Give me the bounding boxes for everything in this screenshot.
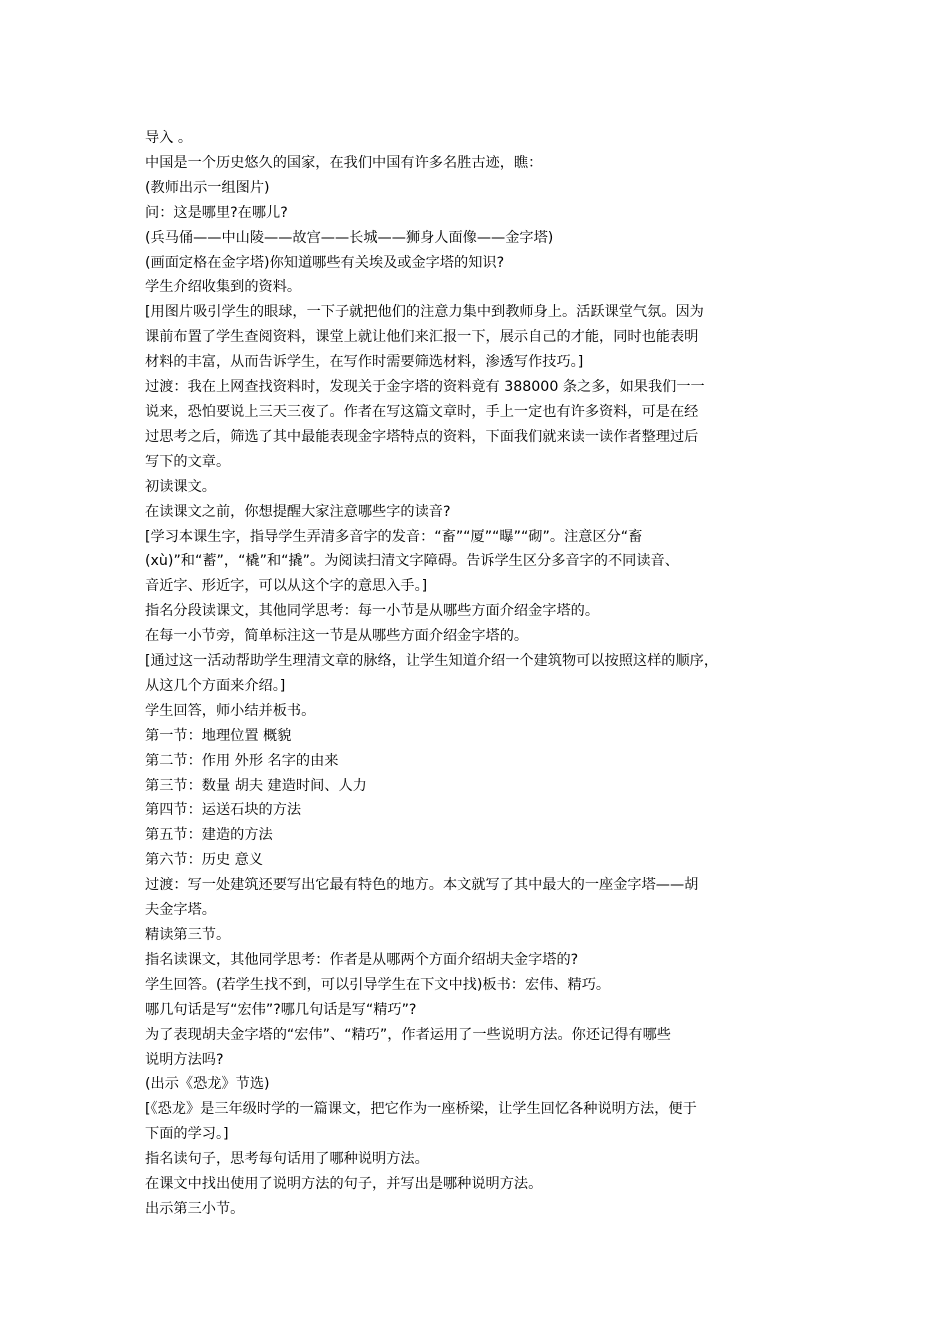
text-line: 问：这是哪里?在哪儿? (145, 204, 288, 221)
text-line: 学生介绍收集到的资料。 (145, 279, 302, 296)
text-line: 精读第三节。 (145, 927, 231, 943)
text-line: 课前布置了学生查阅资料，课堂上就让他们来汇报一下，展示自己的才能，同时也能表明 (145, 329, 699, 346)
text-line: 材料的丰富，从而告诉学生，在写作时需要筛选材料，渗透写作技巧。] (145, 354, 584, 371)
text-line: 中国是一个历史悠久的国家，在我们中国有许多名胜古迹，瞧： (145, 154, 543, 171)
document-body (145, 126, 810, 1222)
text-line: (兵马俑——中山陵——故宫——长城——狮身人面像——金字塔) (145, 229, 554, 246)
text-line: 第五节：建造的方法 (145, 827, 273, 844)
text-line: 第一节：地理位置 概貌 (145, 727, 292, 744)
text-line: 出示第三小节。 (145, 1200, 245, 1217)
text-line: 音近字、形近字，可以从这个字的意思入手。] (145, 578, 428, 595)
text-line: 说来，恐怕要说上三天三夜了。作者在写这篇文章时，手上一定也有许多资料，可是在经 (145, 403, 699, 420)
text-line: 第三节：数量 胡夫 建造时间、人力 (145, 777, 367, 794)
text-line: 夫金字塔。 (145, 902, 216, 919)
text-line: 第四节：运送石块的方法 (145, 802, 302, 819)
text-line: 说明方法吗? (145, 1051, 224, 1068)
text-line: 第二节：作用 外形 名字的由来 (145, 752, 339, 769)
text-line: 第六节：历史 意义 (145, 852, 264, 869)
text-line: (教师出示一组图片) (145, 179, 270, 196)
text-line: [《恐龙》是三年级时学的一篇课文，把它作为一座桥梁，让学生回忆各种说明方法，便于 (145, 1101, 697, 1118)
text-line: 指名读句子，思考每句话用了哪种说明方法。 (145, 1151, 429, 1168)
text-line: 为了表现胡夫金字塔的“宏伟”、“精巧”，作者运用了一些说明方法。你还记得有哪些 (145, 1026, 671, 1043)
text-line: (画面定格在金字塔)你知道哪些有关埃及或金字塔的知识? (145, 254, 505, 271)
text-line: 哪几句话是写“宏伟”?哪几句话是写“精巧”? (145, 1001, 417, 1018)
text-line: 指名读课文，其他同学思考：作者是从哪两个方面介绍胡夫金字塔的? (145, 951, 579, 968)
text-line: 在读课文之前，你想提醒大家注意哪些字的读音? (145, 503, 451, 520)
text-line: 学生回答。(若学生找不到，可以引导学生在下文中找)板书：宏伟、精巧。 (145, 976, 611, 993)
text-line: 在课文中找出使用了说明方法的句子，并写出是哪种说明方法。 (145, 1176, 543, 1193)
text-line: 导入 。 (145, 130, 193, 146)
text-line: (出示《恐龙》节选) (145, 1076, 270, 1093)
text-line: 写下的文章。 (145, 453, 231, 470)
text-line: 过思考之后，筛选了其中最能表现金字塔特点的资料，下面我们就来读一读作者整理过后 (145, 428, 699, 445)
text-line: 学生回答，师小结并板书。 (145, 702, 316, 719)
text-line: 过渡：我在上网查找资料时，发现关于金字塔的资料竟有 388000 条之多，如果我们一一 (145, 379, 705, 396)
text-line: 过渡：写一处建筑还要写出它最有特色的地方。本文就写了其中最大的一座金字塔——胡 (145, 877, 699, 894)
text-line: 从这几个方面来介绍。] (145, 677, 286, 694)
text-line: 初读课文。 (145, 478, 216, 495)
text-line: 下面的学习。] (145, 1126, 229, 1143)
text-line: [学习本课生字，指导学生弄清多音字的发音：“畜”“厦”“曝”“砌”。注意区分“畜 (145, 528, 643, 545)
text-line: [用图片吸引学生的眼球，一下子就把他们的注意力集中到教师身上。活跃课堂气氛。因为 (145, 304, 704, 321)
text-line: 指名分段读课文，其他同学思考：每一小节是从哪些方面介绍金字塔的。 (145, 603, 600, 620)
text-line: (xù)”和“蓄”，“橇”和“撬”。为阅读扫清文字障碍。告诉学生区分多音字的不同读音、 (145, 553, 679, 570)
text-line: [通过这一活动帮助学生理清文章的脉络，让学生知道介绍一个建筑物可以按照这样的顺序， (145, 653, 719, 670)
text-line: 在每一小节旁，简单标注这一节是从哪些方面介绍金字塔的。 (145, 628, 529, 645)
